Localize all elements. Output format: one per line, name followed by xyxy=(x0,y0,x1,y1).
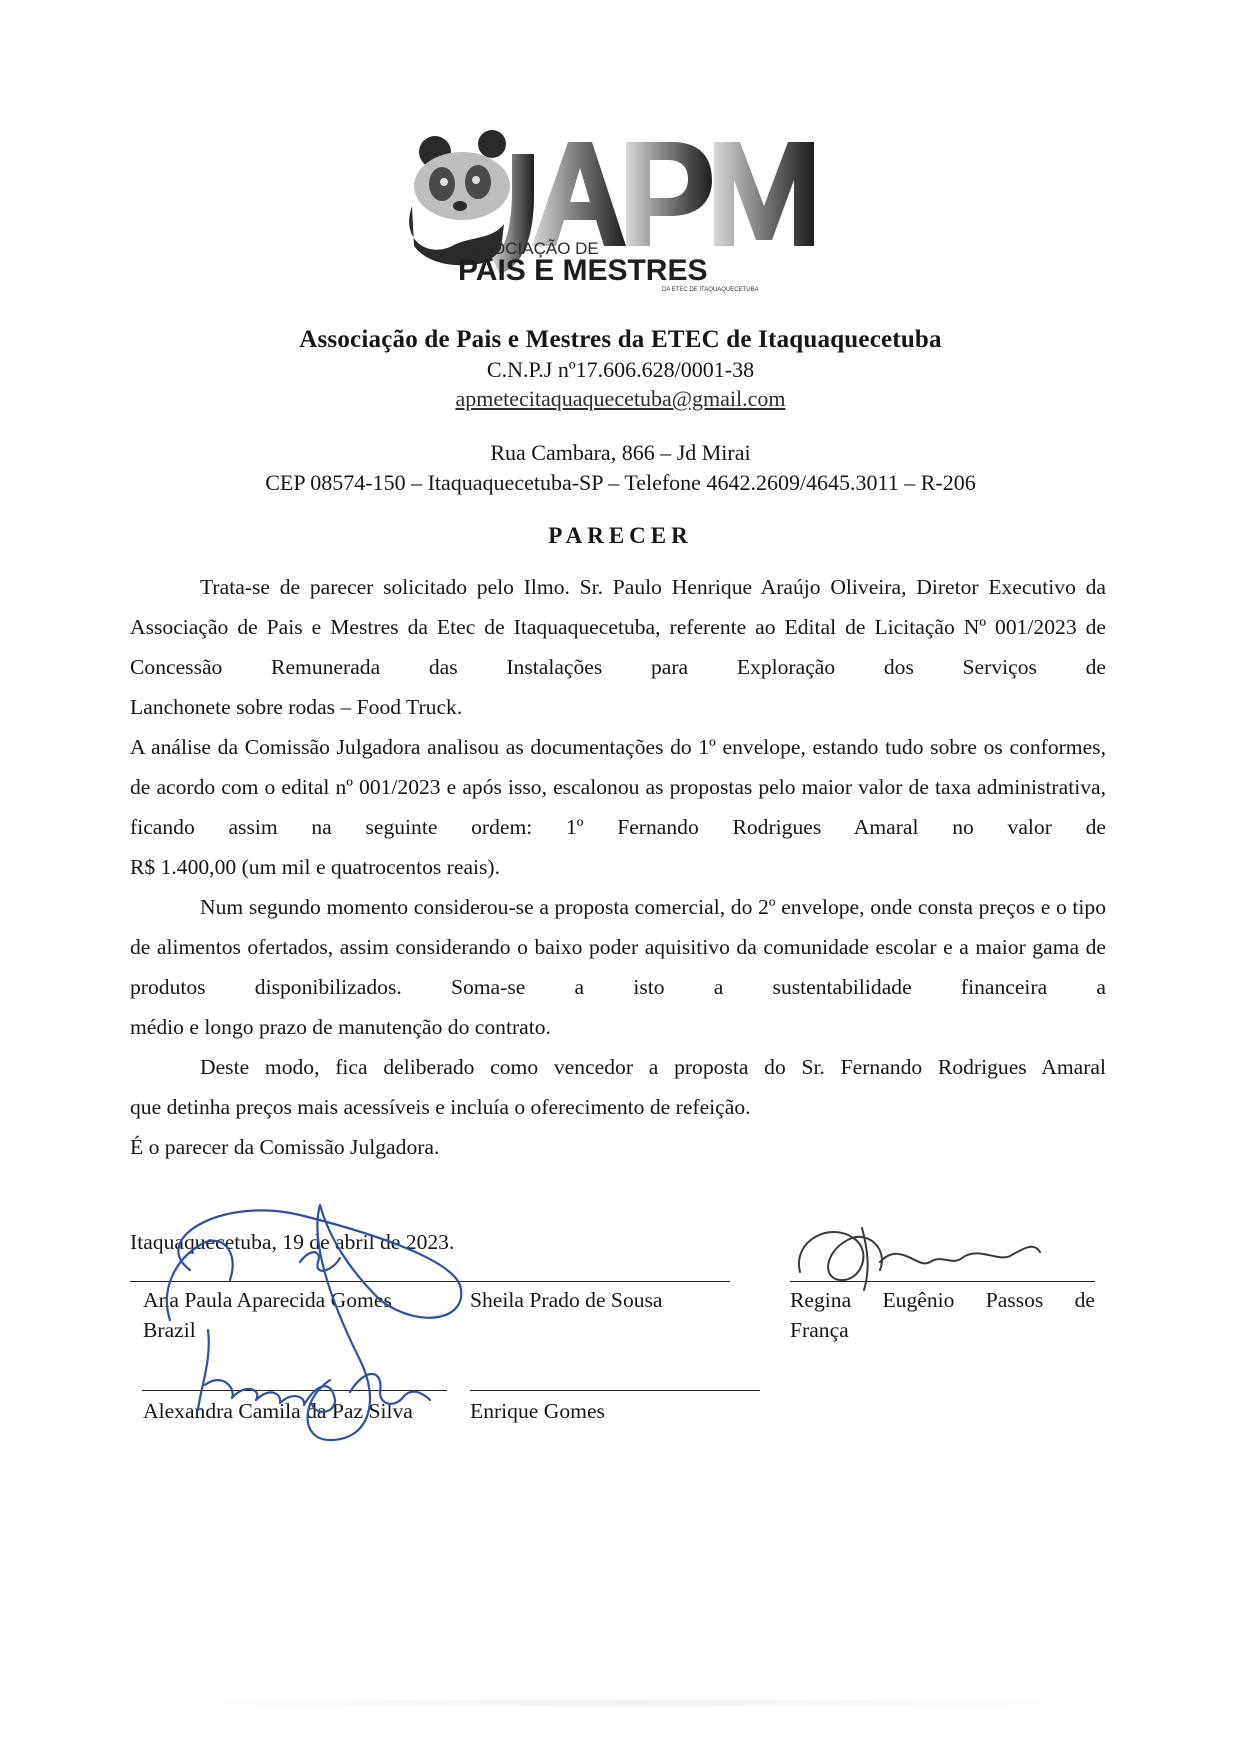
signatory-regina-name: Regina Eugênio Passos de xyxy=(790,1288,1095,1312)
document-title: PARECER xyxy=(548,523,693,548)
organization-name: Associação de Pais e Mestres da ETEC de Itaquaquecetuba xyxy=(299,326,942,353)
signatory-alexandra-name: Alexandra Camila da Paz Silva xyxy=(143,1399,413,1423)
logo-line1: ASSOCIAÇÃO DE xyxy=(458,239,599,258)
signatory-ana-name: Ana Paula Aparecida Gomes xyxy=(143,1288,392,1312)
postal-line: CEP 08574-150 – Itaquaquecetuba-SP – Telefone 4642.2609/4645.3011 – R-206 xyxy=(265,470,976,495)
signatory-sheila-name: Sheila Prado de Sousa xyxy=(470,1288,663,1312)
paragraph-5: É o parecer da Comissão Julgadora. xyxy=(130,1135,440,1159)
paragraph-2: A análise da Comissão Julgadora analisou as documentações do 1º envelope, estando tudo sobre os conformes, de acordo com o edital nº 001/2023 e após isso, escalonou as propostas pelo maior valor de taxa administrativa, ficando assim na seguinte ordem: 1º Fernando Rodrigues Amaral no valor de xyxy=(130,735,1106,839)
paragraph-3: Num segundo momento considerou-se a proposta comercial, do 2º envelope, onde consta preços e o tipo de alimentos ofertados, assim considerando o baixo poder aquisitivo da comunidade escolar e a maior gama de produtos disponibilizados. Soma-se a isto a sustentabilidade financeira a xyxy=(130,895,1106,999)
paragraph-2-end: R$ 1.400,00 (um mil e quatrocentos reais). xyxy=(130,855,501,879)
signature-rule-bottom-middle xyxy=(470,1390,760,1391)
signatory-ana-name-cont: Brazil xyxy=(143,1318,196,1342)
paragraph-3-end: médio e longo prazo de manutenção do contrato. xyxy=(130,1015,551,1039)
logo-line2: PAIS E MESTRES xyxy=(458,254,708,287)
scan-artifact xyxy=(200,1700,1060,1706)
signature-rule-top-left xyxy=(130,1281,730,1282)
paragraph-4: Deste modo, fica deliberado como vencedor a proposta do Sr. Fernando Rodrigues Amaral xyxy=(200,1055,1106,1079)
signatory-regina-name-cont: França xyxy=(790,1318,849,1342)
date-line: Itaquaquecetuba, 19 de abril de 2023. xyxy=(130,1230,455,1254)
cnpj-line: C.N.P.J nº17.606.628/0001-38 xyxy=(486,357,755,382)
paragraph-1: Trata-se de parecer solicitado pelo Ilmo. Sr. Paulo Henrique Araújo Oliveira, Diretor Executivo da Associação de Pais e Mestres da Etec de Itaquaquecetuba, referente ao Edital de Licitação Nº 001/2023 de Concessão Remunerada das Instalações para Exploração dos Serviços de xyxy=(130,575,1106,679)
signature-rule-bottom-left xyxy=(142,1390,447,1391)
signatory-enrique-name: Enrique Gomes xyxy=(470,1399,605,1423)
apm-logo xyxy=(400,128,830,324)
street-address: Rua Cambara, 866 – Jd Mirai xyxy=(490,440,751,465)
logo-line3: DA ETEC DE ITAQUAQUECETUBA xyxy=(662,287,759,293)
paragraph-1-end: Lanchonete sobre rodas – Food Truck. xyxy=(130,695,463,719)
email-link[interactable]: apmetecitaquaquecetuba@gmail.com xyxy=(455,386,786,411)
paragraph-4-end: que detinha preços mais acessíveis e incluía o oferecimento de refeição. xyxy=(130,1095,751,1119)
signature-rule-top-right xyxy=(790,1281,1095,1282)
